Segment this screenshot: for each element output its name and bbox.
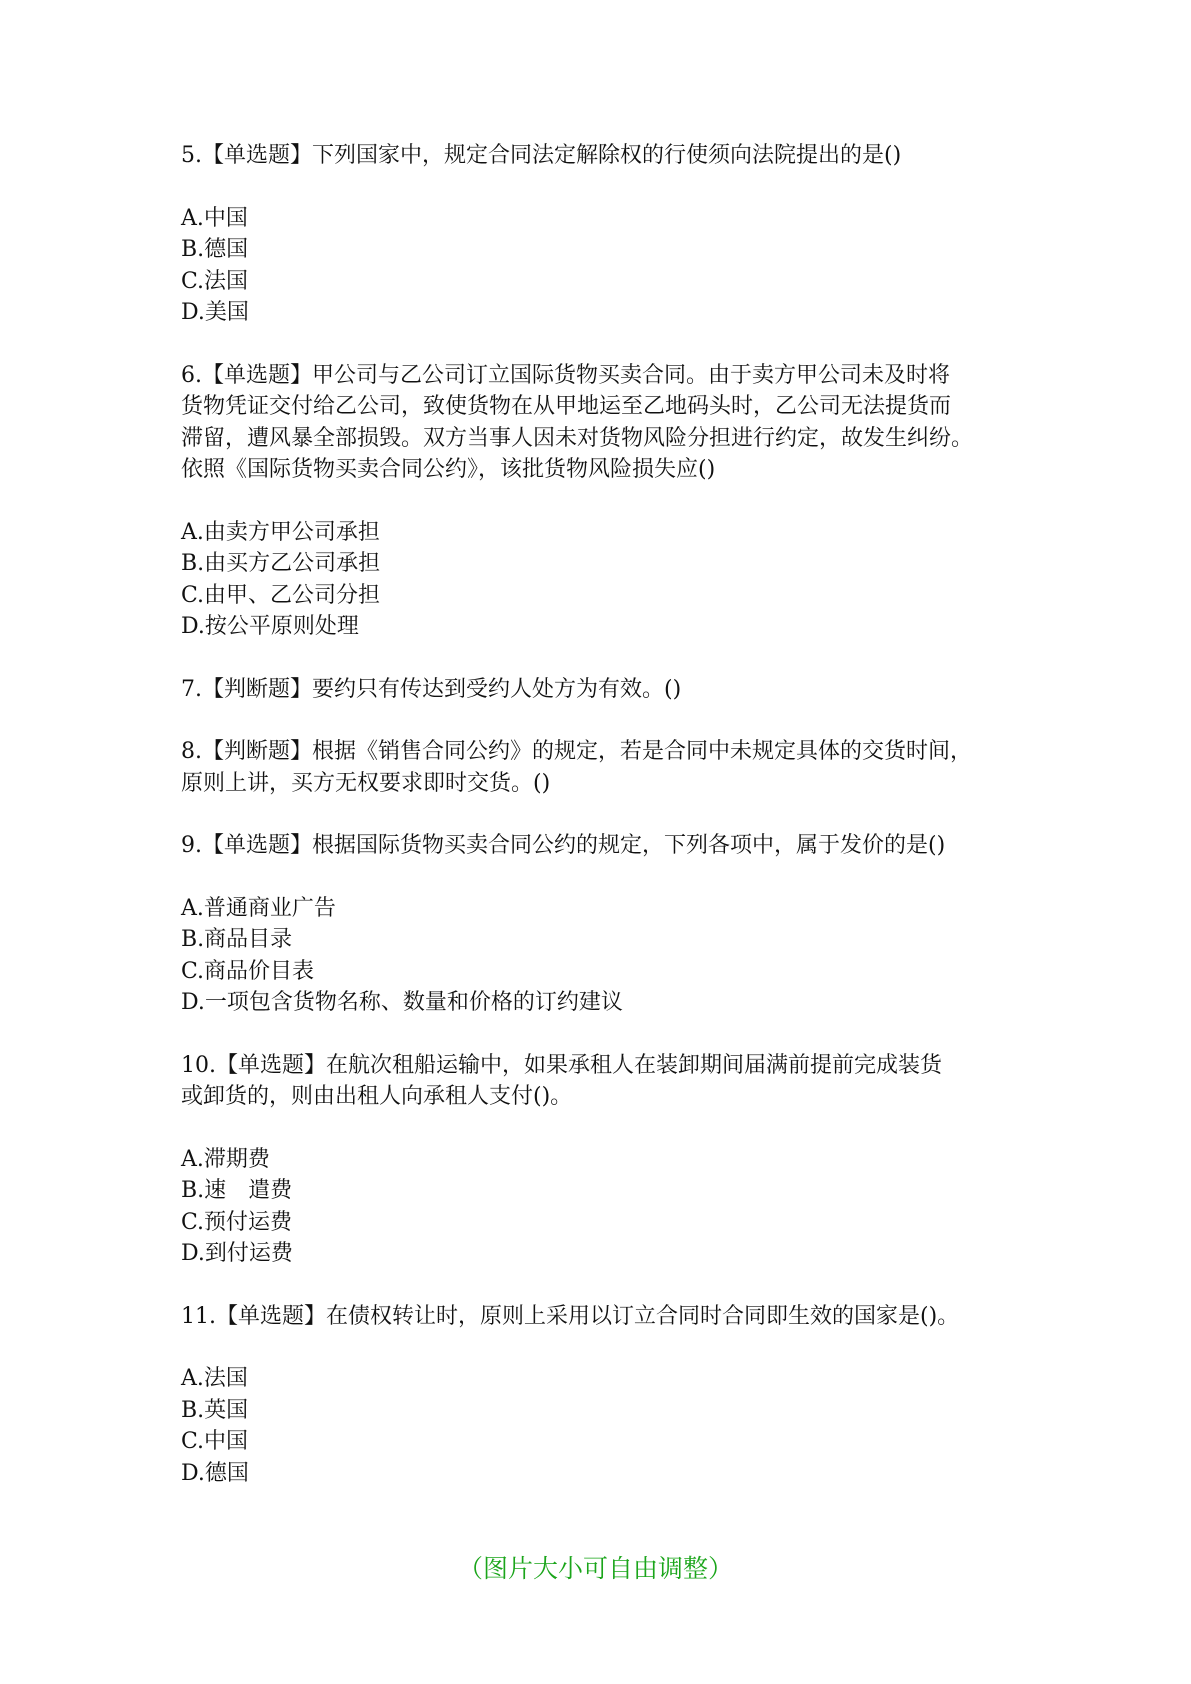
option-c: C.由甲、乙公司分担 xyxy=(181,582,381,608)
question-6-stem-line-3: 滞留，遭风暴全部损毁。双方当事人因未对货物风险分担进行约定，故发生纠纷。 xyxy=(181,425,974,451)
option-a: A.普通商业广告 xyxy=(181,895,336,921)
question-6-stem-line-1: 6.【单选题】甲公司与乙公司订立国际货物买卖合同。由于卖方甲公司未及时将 xyxy=(181,362,950,388)
question-5-options xyxy=(181,203,1041,329)
option-b: B.商品目录 xyxy=(181,927,293,952)
question-5 xyxy=(181,140,1041,329)
option-d: D.一项包含货物名称、数量和价格的订约建议 xyxy=(181,990,623,1015)
question-8 xyxy=(181,736,1041,799)
question-11 xyxy=(181,1301,1041,1490)
question-9-options xyxy=(181,893,1041,1019)
option-d: D.德国 xyxy=(181,1460,249,1486)
option-c: C.法国 xyxy=(181,268,249,294)
option-d: D.按公平原则处理 xyxy=(181,614,359,639)
question-6-options xyxy=(181,517,1041,643)
question-10 xyxy=(181,1050,1041,1270)
question-8-stem-line-1: 8.【判断题】根据《销售合同公约》的规定，若是合同中未规定具体的交货时间， xyxy=(181,739,972,764)
option-c: C.预付运费 xyxy=(181,1209,293,1235)
option-d: D.到付运费 xyxy=(181,1241,293,1266)
option-c: C.商品价目表 xyxy=(181,958,315,984)
option-a: A.中国 xyxy=(181,205,248,231)
option-d: D.美国 xyxy=(181,300,249,325)
option-b: B.英国 xyxy=(181,1397,249,1423)
question-6 xyxy=(181,360,1041,643)
question-list xyxy=(181,140,1041,1489)
image-resize-note: （图片大小可自由调整） xyxy=(457,1554,733,1583)
question-5-stem: 5.【单选题】下列国家中，规定合同法定解除权的行使须向法院提出的是() xyxy=(181,143,902,168)
question-7 xyxy=(181,674,1041,706)
question-6-stem-line-4: 依照《国际货物买卖合同公约》，该批货物风险损失应() xyxy=(181,457,716,482)
question-10-stem-line-1: 10.【单选题】在航次租船运输中，如果承租人在装卸期间届满前提前完成装货 xyxy=(181,1052,942,1078)
question-10-stem-line-2: 或卸货的，则由出租人向承租人支付()。 xyxy=(181,1084,573,1109)
question-9 xyxy=(181,830,1041,1019)
option-a: A.由卖方甲公司承担 xyxy=(181,519,380,545)
option-a: A.滞期费 xyxy=(181,1146,270,1172)
question-7-stem: 7.【判断题】要约只有传达到受约人处方为有效。() xyxy=(181,676,682,702)
option-c: C.中国 xyxy=(181,1429,249,1454)
question-11-options xyxy=(181,1363,1041,1489)
option-b: B.由买方乙公司承担 xyxy=(181,551,381,576)
option-b: B.速 遣费 xyxy=(181,1178,293,1203)
option-b: B.德国 xyxy=(181,237,249,262)
question-10-options xyxy=(181,1144,1041,1270)
option-a: A.法国 xyxy=(181,1366,248,1391)
question-9-stem: 9.【单选题】根据国际货物买卖合同公约的规定，下列各项中，属于发价的是() xyxy=(181,833,946,858)
question-6-stem-line-2: 货物凭证交付给乙公司，致使货物在从甲地运至乙地码头时，乙公司无法提货而 xyxy=(181,394,952,419)
question-11-stem: 11.【单选题】在债权转让时，原则上采用以订立合同时合同即生效的国家是()。 xyxy=(181,1303,960,1329)
question-8-stem-line-2: 原则上讲，买方无权要求即时交货。() xyxy=(181,770,551,796)
